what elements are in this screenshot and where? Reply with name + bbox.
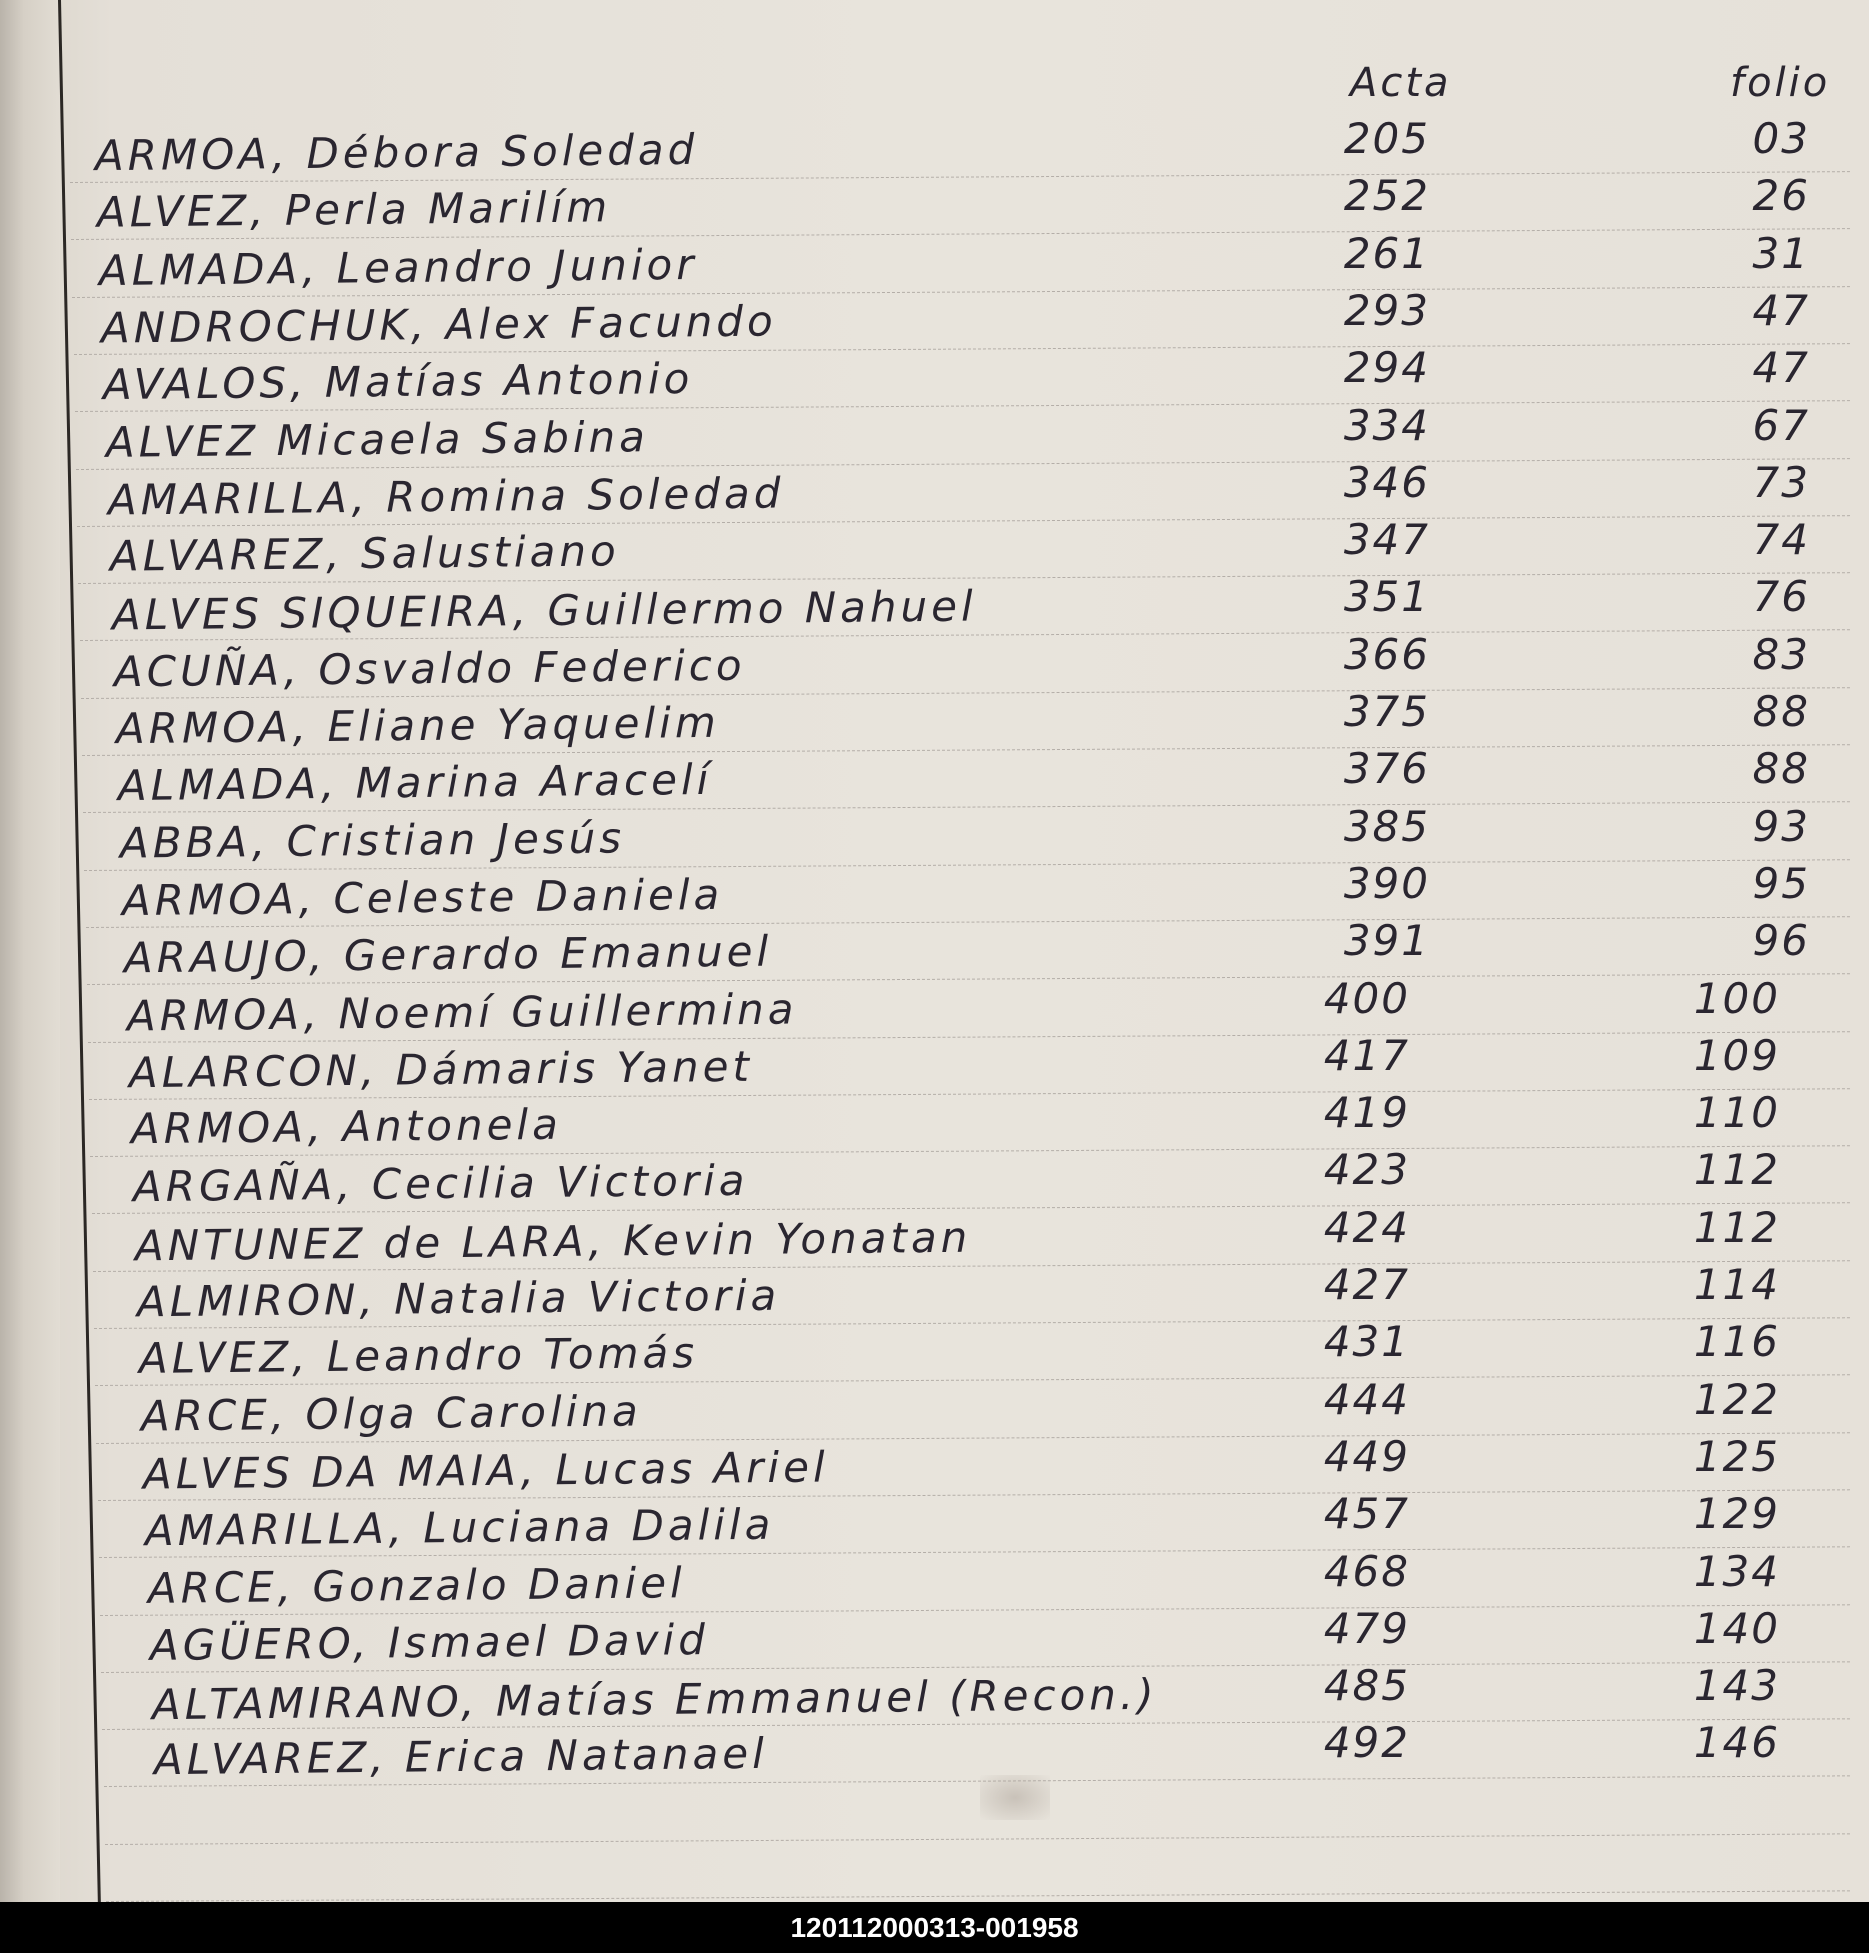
entry-acta: 261	[1343, 228, 1430, 278]
entry-folio: 125	[1693, 1431, 1780, 1481]
entry-name: ALVAREZ, Salustiano	[109, 526, 620, 581]
page-binding	[0, 0, 60, 1902]
entry-folio: 47	[1752, 285, 1810, 335]
entry-name: ALMIRON, Natalia Victoria	[136, 1270, 781, 1327]
entry-acta: 391	[1343, 916, 1430, 966]
entry-name: AMARILLA, Romina Soledad	[107, 468, 785, 525]
entry-acta: 334	[1343, 400, 1430, 450]
entry-acta: 293	[1343, 285, 1430, 335]
entry-folio: 143	[1693, 1661, 1780, 1711]
entry-name: ALARCON, Dámaris Yanet	[128, 1041, 753, 1098]
entry-folio: 100	[1693, 973, 1780, 1023]
entry-acta: 419	[1323, 1088, 1410, 1138]
entry-name: ALVEZ, Leandro Tomás	[138, 1328, 699, 1384]
entry-folio: 95	[1752, 858, 1810, 908]
entry-folio: 140	[1693, 1603, 1780, 1653]
entry-acta: 205	[1343, 114, 1430, 163]
entry-folio: 67	[1752, 400, 1810, 450]
entry-name: ARGAÑA, Cecilia Victoria	[132, 1156, 749, 1212]
entry-acta: 376	[1343, 744, 1430, 794]
entry-name: ALMADA, Marina Aracelí	[117, 755, 713, 811]
entry-name: ANTUNEZ de LARA, Kevin Yonatan	[134, 1212, 972, 1271]
entry-folio: 134	[1693, 1546, 1780, 1596]
margin-line	[58, 0, 101, 1902]
entry-acta: 492	[1323, 1718, 1410, 1768]
entry-acta: 457	[1323, 1489, 1410, 1539]
entry-acta: 347	[1343, 515, 1430, 565]
entry-folio: 114	[1693, 1260, 1780, 1309]
entry-name: ALVEZ, Perla Marilím	[96, 182, 612, 237]
entry-folio: 88	[1752, 687, 1810, 736]
entry-folio: 110	[1693, 1088, 1780, 1138]
entry-name: ALVES SIQUEIRA, Guillermo Nahuel	[111, 581, 977, 640]
entry-name: ALTAMIRANO, Matías Emmanuel (Recon.)	[151, 1669, 1158, 1730]
entry-folio: 109	[1693, 1030, 1780, 1080]
entry-folio: 74	[1752, 515, 1810, 565]
entry-name: ALMADA, Leandro Junior	[98, 239, 698, 295]
entry-acta: 252	[1343, 171, 1430, 221]
entry-acta: 390	[1343, 858, 1430, 908]
entry-folio: 93	[1752, 801, 1810, 851]
entry-folio: 03	[1752, 114, 1810, 163]
entry-folio: 31	[1752, 228, 1810, 278]
entry-name: ABBA, Cristian Jesús	[119, 812, 626, 868]
entry-acta: 431	[1323, 1317, 1410, 1367]
entry-folio: 73	[1752, 457, 1810, 507]
entry-name: ARMOA, Noemí Guillermina	[126, 983, 798, 1041]
entry-acta: 346	[1343, 457, 1430, 507]
entry-name: AMARILLA, Luciana Dalila	[145, 1499, 775, 1556]
entry-folio: 47	[1752, 343, 1810, 393]
entry-folio: 129	[1693, 1489, 1780, 1539]
entry-acta: 385	[1343, 801, 1430, 851]
entry-folio: 116	[1693, 1317, 1780, 1367]
entry-name: ARMOA, Eliane Yaquelim	[115, 697, 721, 754]
entry-name: AVALOS, Matías Antonio	[103, 354, 694, 410]
entry-acta: 468	[1323, 1546, 1410, 1596]
entry-acta: 479	[1323, 1603, 1410, 1653]
entry-name: ALVAREZ, Erica Natanael	[153, 1729, 768, 1785]
ruled-line	[106, 1890, 1850, 1902]
entry-acta: 417	[1323, 1030, 1410, 1080]
entry-acta: 444	[1323, 1374, 1410, 1424]
entry-folio: 146	[1693, 1718, 1780, 1768]
entry-name: ARCE, Gonzalo Daniel	[147, 1557, 686, 1613]
entry-acta: 424	[1323, 1202, 1410, 1252]
document-id-footer: 120112000313-001958	[0, 1902, 1869, 1953]
entry-name: ARMOA, Celeste Daniela	[122, 869, 724, 926]
entry-folio: 122	[1693, 1374, 1780, 1424]
entry-folio: 112	[1693, 1202, 1780, 1252]
entry-acta: 449	[1323, 1431, 1410, 1481]
entry-acta: 400	[1323, 973, 1410, 1023]
entry-name: ARCE, Olga Carolina	[140, 1385, 643, 1441]
entry-folio: 76	[1752, 572, 1810, 622]
entry-name: ALVES DA MAIA, Lucas Ariel	[143, 1442, 830, 1499]
entry-folio: 26	[1752, 171, 1810, 221]
entry-acta: 351	[1343, 572, 1430, 622]
entry-folio: 83	[1752, 629, 1810, 679]
entry-acta: 423	[1323, 1145, 1410, 1195]
entry-acta: 294	[1343, 343, 1430, 393]
entry-name: ARMOA, Débora Soledad	[94, 124, 699, 181]
entry-folio: 112	[1693, 1145, 1780, 1195]
entry-name: ANDROCHUK, Alex Facundo	[101, 296, 778, 353]
entry-folio: 88	[1752, 744, 1810, 794]
entry-name: ALVEZ Micaela Sabina	[105, 411, 649, 467]
page-smudge	[980, 1775, 1050, 1820]
acta-column-header: Acta	[1350, 60, 1452, 106]
entry-name: ACUÑA, Osvaldo Federico	[113, 640, 746, 696]
folio-column-header: folio	[1730, 60, 1831, 106]
entry-acta: 485	[1323, 1661, 1410, 1711]
ruled-line	[105, 1833, 1850, 1845]
entry-name: AGÜERO, Ismael David	[149, 1614, 709, 1670]
entry-name: ARAUJO, Gerardo Emanuel	[124, 926, 773, 983]
entry-acta: 366	[1343, 629, 1430, 679]
entry-name: ARMOA, Antonela	[130, 1099, 562, 1154]
entry-folio: 96	[1752, 916, 1810, 966]
entry-acta: 375	[1343, 687, 1430, 736]
entry-acta: 427	[1323, 1260, 1410, 1309]
